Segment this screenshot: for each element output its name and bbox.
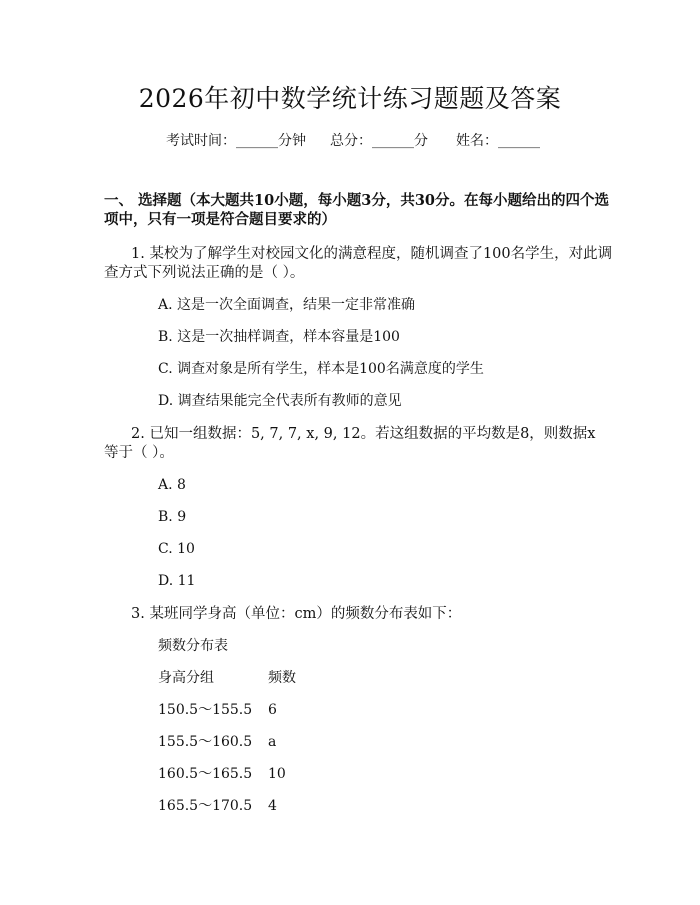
table-cell-group: 160.5～165.5 bbox=[158, 766, 253, 782]
table-header-height-group: 身高分组 bbox=[158, 670, 214, 686]
student-name-field: 姓名：______ bbox=[456, 133, 540, 149]
table-cell-frequency: a bbox=[268, 734, 277, 750]
table-header-frequency: 频数 bbox=[268, 670, 296, 686]
question-1-line1: 1. 某校为了解学生对校园文化的满意程度，随机调查了100名学生，对此调 bbox=[131, 246, 613, 262]
question-1-option-d: D. 调查结果能完全代表所有教师的意见 bbox=[158, 393, 402, 409]
table-cell-frequency: 10 bbox=[268, 766, 286, 782]
table-cell-frequency: 6 bbox=[268, 702, 277, 718]
table-cell-group: 150.5～155.5 bbox=[158, 702, 253, 718]
section-heading-line1: 一、 选择题（本大题共10小题，每小题3分，共30分。在每小题给出的四个选 bbox=[104, 192, 609, 209]
question-1-option-b: B. 这是一次抽样调查，样本容量是100 bbox=[158, 329, 400, 345]
question-1-line2: 查方式下列说法正确的是（ ）。 bbox=[104, 265, 305, 281]
question-1-option-c: C. 调查对象是所有学生，样本是100名满意度的学生 bbox=[158, 361, 484, 377]
table-cell-group: 165.5～170.5 bbox=[158, 798, 253, 814]
exam-time-field: 考试时间：______分钟 bbox=[166, 133, 306, 149]
table-cell-frequency: 4 bbox=[268, 798, 277, 814]
question-2-line1: 2. 已知一组数据：5, 7, 7, x, 9, 12。若这组数据的平均数是8，则数据x bbox=[131, 426, 596, 442]
question-2-line2: 等于（ ）。 bbox=[104, 445, 174, 461]
question-1-option-a: A. 这是一次全面调查，结果一定非常准确 bbox=[158, 297, 416, 313]
question-2-option-c: C. 10 bbox=[158, 541, 195, 557]
total-score-field: 总分：______分 bbox=[330, 133, 428, 149]
question-2-option-a: A. 8 bbox=[158, 477, 186, 493]
section-heading-line2: 项中，只有一项是符合题目要求的） bbox=[104, 211, 336, 228]
frequency-table-title: 频数分布表 bbox=[158, 638, 228, 654]
question-3-line1: 3. 某班同学身高（单位：cm）的频数分布表如下： bbox=[131, 606, 462, 622]
question-2-option-b: B. 9 bbox=[158, 509, 187, 525]
page-title: 2026年初中数学统计练习题题及答案 bbox=[138, 84, 562, 113]
question-2-option-d: D. 11 bbox=[158, 573, 196, 589]
table-cell-group: 155.5～160.5 bbox=[158, 734, 253, 750]
